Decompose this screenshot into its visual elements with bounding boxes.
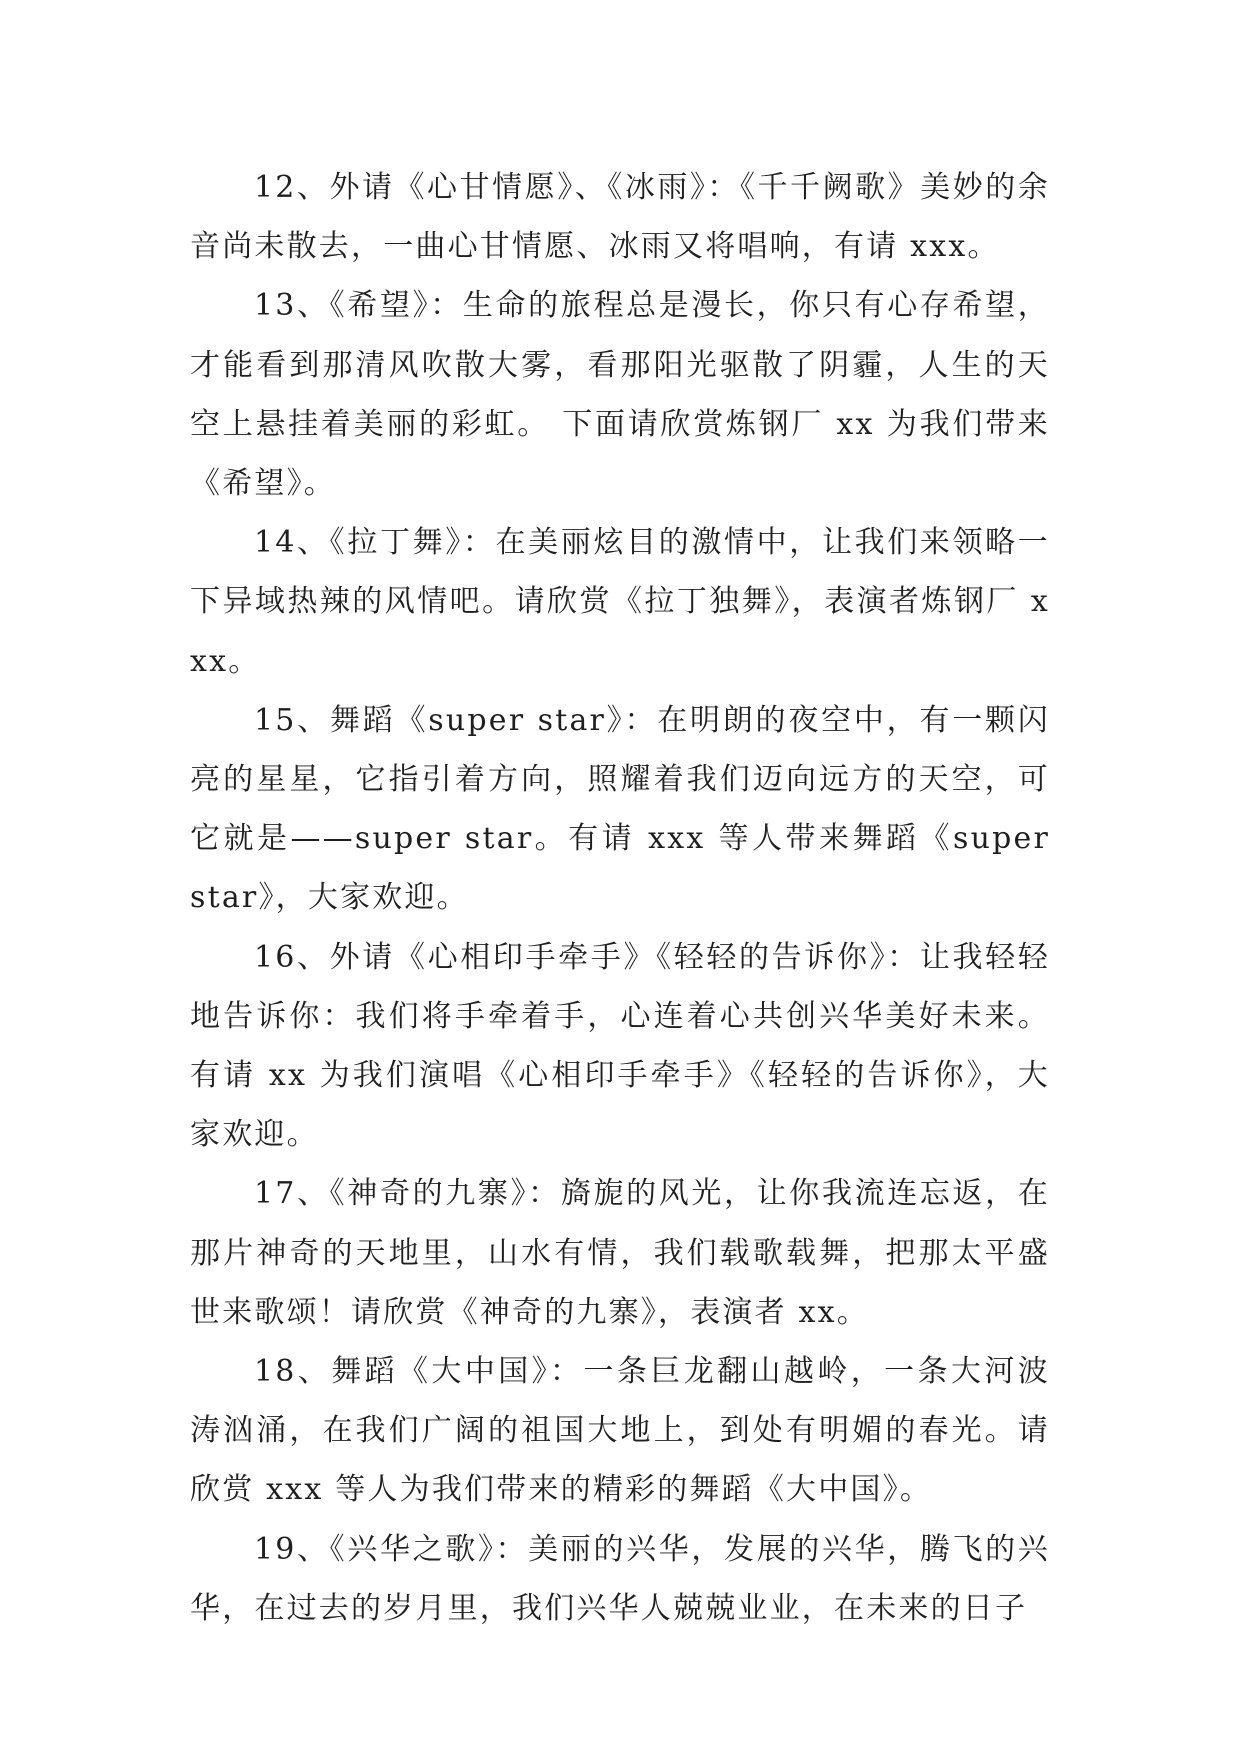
paragraph-item-18: 18、舞蹈《大中国》：一条巨龙翻山越岭，一条大河波涛汹涌，在我们广阔的祖国大地上，到处有明媚的春光。请欣赏 xxx 等人为我们带来的精彩的舞蹈《大中国》。 xyxy=(190,1354,1050,1508)
paragraph-item-17: 17、《神奇的九寨》：旖旎的风光，让你我流连忘返，在那片神奇的天地里，山水有情，我们载歌载舞，把那太平盛世来歌颂！请欣赏《神奇的九寨》，表演者 xx。 xyxy=(190,1176,1050,1330)
paragraph-item-14: 14、《拉丁舞》：在美丽炫目的激情中，让我们来领略一下异域热辣的风情吧。请欣赏《拉丁独舞》，表演者炼钢厂 xxx。 xyxy=(190,525,1050,679)
paragraph-item-16: 16、外请《心相印手牵手》《轻轻的告诉你》：让我轻轻地告诉你：我们将手牵着手，心连着心共创兴华美好未来。有请 xx 为我们演唱《心相印手牵手》《轻轻的告诉你》，大家欢迎。 xyxy=(190,939,1050,1153)
paragraph-item-12: 12、外请《心甘情愿》、《冰雨》：《千千阙歌》美妙的余音尚未散去，一曲心甘情愿、冰雨又将唱响，有请 xxx。 xyxy=(190,170,1050,265)
document-page xyxy=(190,158,1050,1638)
paragraph-item-19: 19、《兴华之歌》：美丽的兴华，发展的兴华，腾飞的兴华，在过去的岁月里，我们兴华人兢兢业业，在未来的日子 xyxy=(190,1531,1050,1626)
paragraph-item-13: 13、《希望》：生命的旅程总是漫长，你只有心存希望，才能看到那清风吹散大雾，看那阳光驱散了阴霾，人生的天空上悬挂着美丽的彩虹。 下面请欣赏炼钢厂 xx 为我们带来《希望》。 xyxy=(190,288,1050,502)
paragraph-item-15: 15、舞蹈《super star》：在明朗的夜空中，有一颗闪亮的星星，它指引着方向，照耀着我们迈向远方的天空，可它就是——super star。有请 xxx 等人带来舞蹈《super star》，大家欢迎。 xyxy=(190,702,1050,916)
